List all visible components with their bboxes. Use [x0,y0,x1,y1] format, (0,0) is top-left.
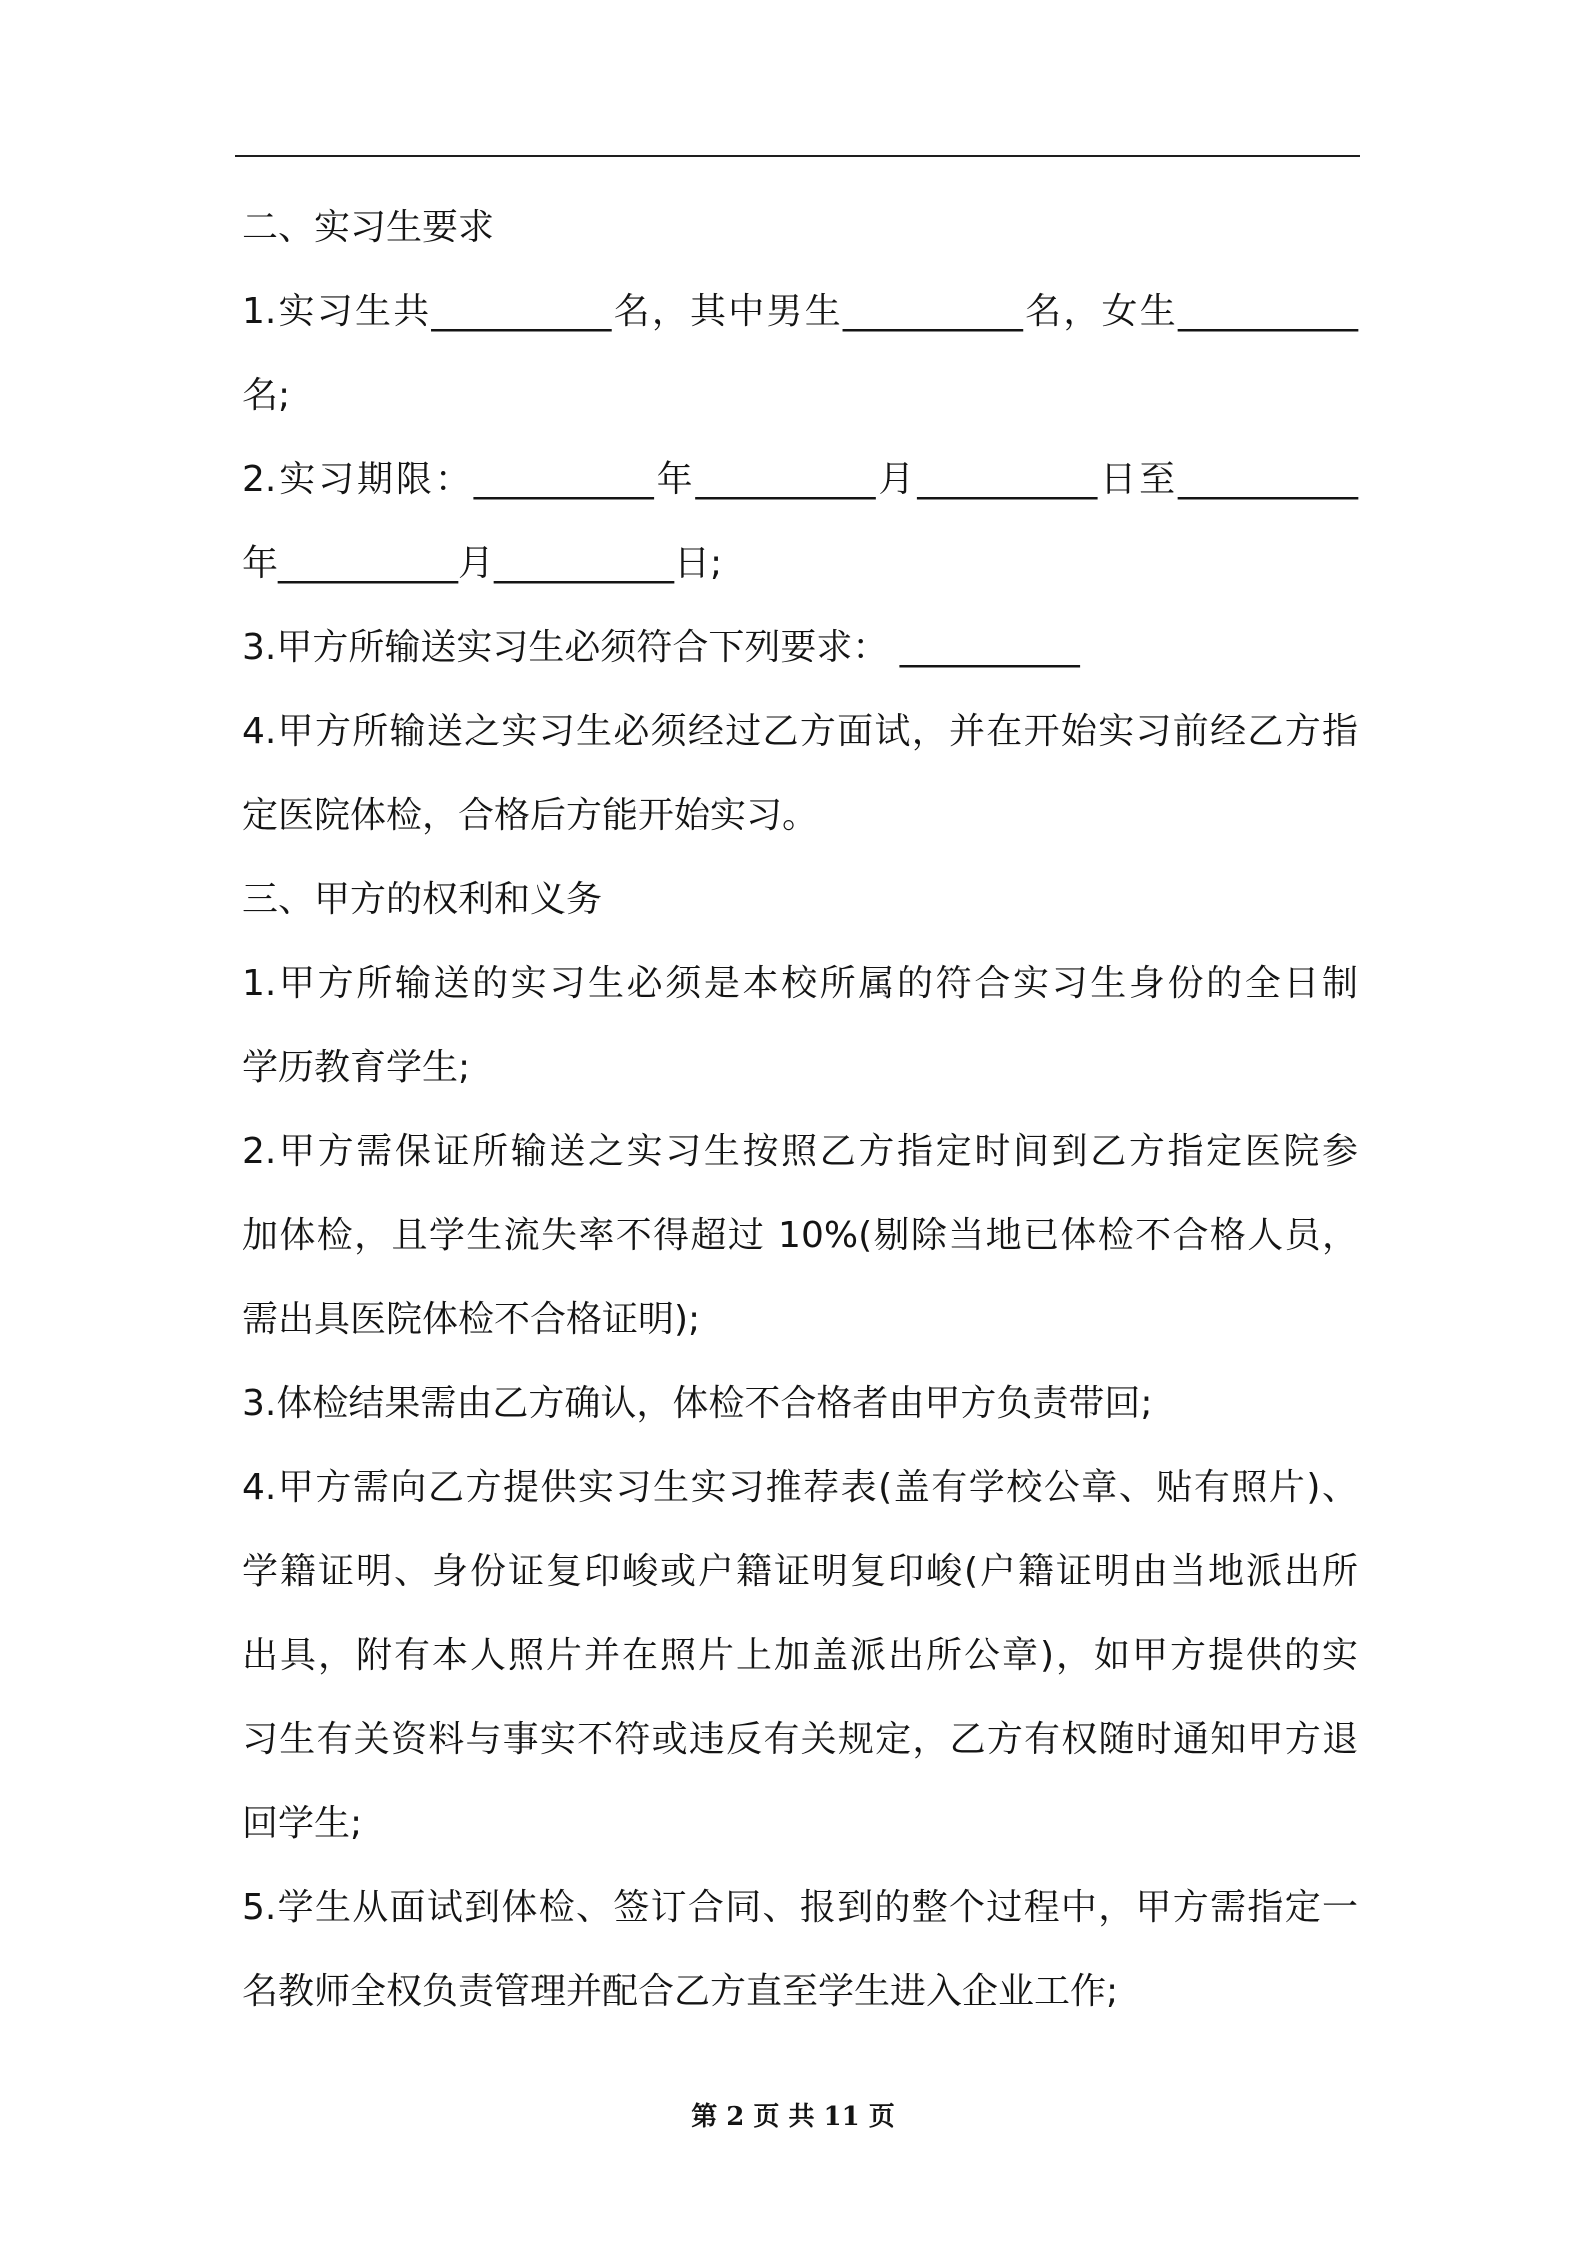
item-line: 3.甲方所输送实习生必须符合下列要求： __________ [242,627,1080,668]
item-line: 1.甲方所输送的实习生必须是本校所属的符合实习生身份的全日制 [242,963,1358,1004]
item-line: 定医院体检，合格后方能开始实习。 [242,795,819,836]
list-item [242,1866,1358,2034]
item-line: 学历教育学生; [242,1047,471,1088]
item-line: 习生有关资料与事实不符或违反有关规定，乙方有权随时通知甲方退 [242,1719,1358,1760]
header-divider [235,155,1360,157]
item-line: 加体检，且学生流失率不得超过 10%(剔除当地已体检不合格人员， [242,1215,1358,1256]
item-line: 2.实习期限：__________年__________月__________日至__________ [242,459,1358,500]
list-item [242,690,1358,858]
item-line: 2.甲方需保证所输送之实习生按照乙方指定时间到乙方指定医院参 [242,1131,1358,1172]
item-line: 需出具医院体检不合格证明); [242,1299,701,1340]
item-line: 名; [242,375,291,416]
section-heading: 二、实习生要求 [242,207,495,248]
list-item [242,606,1358,690]
list-item [242,1110,1358,1362]
item-line: 3.体检结果需由乙方确认，体检不合格者由甲方负责带回; [242,1383,1153,1424]
item-line: 1.实习生共__________名，其中男生__________名，女生__________ [242,291,1358,332]
list-item [242,1446,1358,1866]
list-item [242,942,1358,1110]
document-body [242,186,1358,2034]
list-item [242,270,1358,438]
item-line: 年__________月__________日; [242,543,723,584]
item-line: 名教师全权负责管理并配合乙方直至学生进入企业工作; [242,1971,1119,2012]
page-number: 第 2 页 共 11 页 [691,2102,895,2132]
item-line: 回学生; [242,1803,363,1844]
section-student-requirements [242,186,1358,858]
section-heading: 三、甲方的权利和义务 [242,879,603,920]
list-item [242,1362,1358,1446]
item-line: 学籍证明、身份证复印峻或户籍证明复印峻(户籍证明由当地派出所 [242,1551,1358,1592]
section-party-a-rights-obligations [242,858,1358,2034]
item-line: 5.学生从面试到体检、签订合同、报到的整个过程中，甲方需指定一 [242,1887,1358,1928]
item-line: 4.甲方需向乙方提供实习生实习推荐表(盖有学校公章、贴有照片)、 [242,1467,1358,1508]
item-line: 出具，附有本人照片并在照片上加盖派出所公章)，如甲方提供的实 [242,1635,1358,1676]
list-item [242,438,1358,606]
item-line: 4.甲方所输送之实习生必须经过乙方面试，并在开始实习前经乙方指 [242,711,1358,752]
